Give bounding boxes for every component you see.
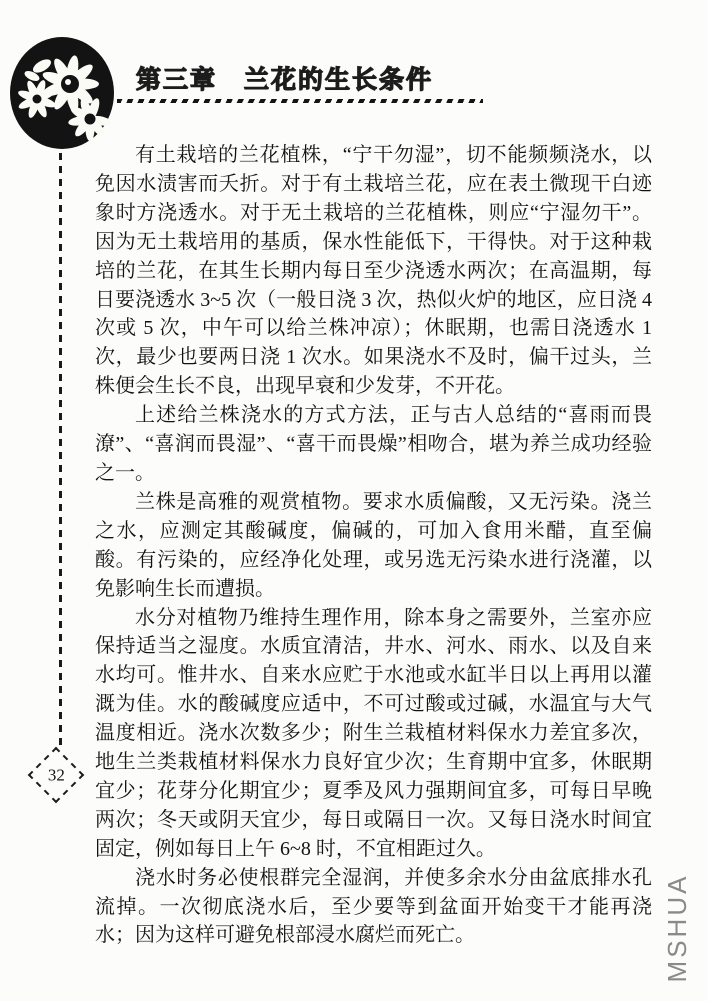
paragraph-ancient-wisdom: 上述给兰株浇水的方式方法，正与古人总结的“喜雨而畏潦”、“喜润而畏湿”、“喜干而畏燥”相吻合，堪为养兰成功经验之一。 [95, 404, 652, 484]
paragraph-water-quality: 兰株是高雅的观赏植物。要求水质偏酸，又无污染。浇兰之水，应测定其酸碱度，偏碱的，可加入食用米醋，直至偏酸。有污染的，应经净化处理，或另选无污染水进行浇灌，以免影响生长而遭损。 [95, 490, 652, 600]
paragraph-water-sources: 水分对植物乃维持生理作用，除本身之需要外，兰室亦应保持适当之湿度。水质宜清洁，井水、河水、雨水、以及自来水均可。惟井水、自来水应贮于水池或水缸半日以上再用以灌溉为佳。水的酸碱度应适中，不可过酸或过碱，水温宜与大气温度相近。浇水次数多少；附生兰栽植材料保水力差宜多次，地生兰类栽植材料保水力良好宜少次；生育期中宜多，休眠期宜少；花芽分化期宜少；夏季及风力强期间宜多，可每日早晚两次；冬天或阴天宜少，每日或隔日一次。又每日浇水时间宜固定，例如每日上午 6~8 时，不宜相距过久。 [95, 606, 652, 860]
page-number-badge [28, 747, 85, 804]
chrysanthemum-medallion-icon [10, 36, 115, 150]
header-dashed-divider [117, 99, 483, 103]
chapter-title: 第三章 兰花的生长条件 [136, 67, 434, 94]
body-text [95, 141, 652, 950]
page-number: 32 [47, 765, 65, 784]
paragraph-watering-frequency: 有土栽培的兰花植株，“宁干勿湿”，切不能频频浇水，以免因水渍害而夭折。对于有土栽培兰花，应在表土微现干白迹象时方浇透水。对于无土栽培的兰花植株，则应“宁湿勿干”。因为无土栽培用的基质，保水性能低下，干得快。对于这种栽培的兰花，在其生长期内每日至少浇透水两次；在高温期，每日要浇透水 3~5 次（一般日浇 3 次，热似火炉的地区，应日浇 4 次或 5 次，中午可以给兰株冲凉）；休眠期，也需日浇透水 1 次，最少也要两日浇 1 次水。如果浇水不及时，偏干过头，兰株便会生长不良，出现早衰和少发芽，不开花。 [95, 144, 652, 398]
watermark-text: MSHUA [662, 873, 692, 983]
margin-dashed-line [59, 153, 62, 749]
paragraph-thorough-watering: 浇水时务必使根群完全湿润，并使多余水分由盆底排水孔流掉。一次彻底浇水后，至少要等到盆面开始变干才能再浇水；因为这样可避免根部浸水腐烂而死亡。 [95, 866, 652, 947]
